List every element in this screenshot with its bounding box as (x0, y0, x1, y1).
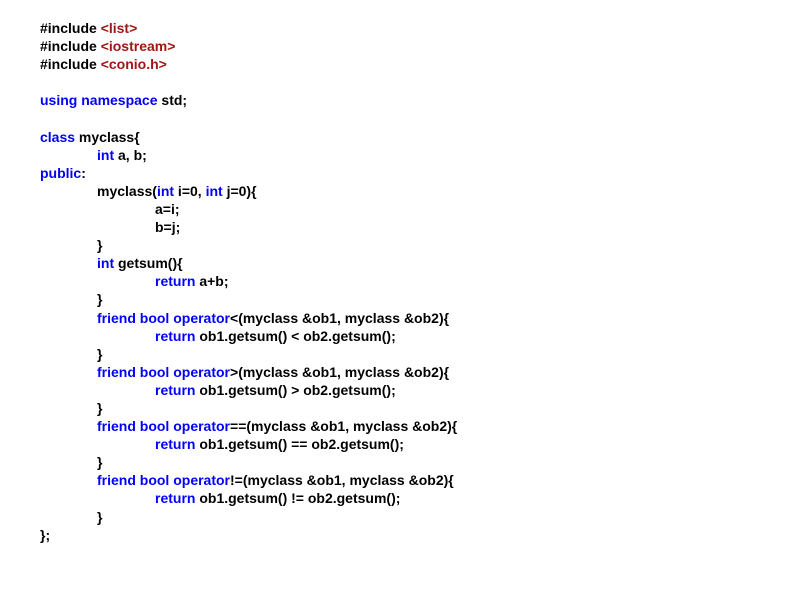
keyword-token: int (97, 146, 115, 163)
code-token: }; (40, 526, 51, 543)
keyword-token: bool (139, 309, 170, 326)
code-token: ob1.getsum() > ob2.getsum(); (195, 381, 396, 398)
keyword-token: public (40, 164, 82, 181)
keyword-token: return (155, 436, 196, 453)
code-line (40, 526, 457, 544)
code-token: i=0, (174, 182, 206, 199)
code-line (40, 363, 457, 381)
code-token: ob1.getsum() < ob2.getsum(); (195, 327, 396, 344)
keyword-token: return (155, 490, 196, 507)
code-line (40, 200, 457, 218)
header-token: <iostream> (100, 38, 176, 55)
code-line (40, 381, 457, 399)
code-line (40, 417, 457, 435)
code-line (40, 254, 457, 272)
code-line (40, 37, 457, 55)
code-token: std; (157, 92, 188, 109)
code-line (40, 272, 457, 290)
header-token: <list> (100, 20, 138, 36)
keyword-token: int (97, 255, 115, 272)
code-token: #include (40, 38, 101, 55)
keyword-token: bool (139, 472, 170, 489)
code-token: getsum(){ (114, 255, 183, 272)
code-line (40, 73, 457, 91)
code-token: !=(myclass &ob1, myclass &ob2){ (230, 472, 454, 489)
code-token: } (97, 345, 103, 362)
code-line (40, 91, 457, 109)
code-line (40, 19, 457, 37)
keyword-token: friend (97, 472, 136, 489)
code-token: } (97, 237, 103, 254)
keyword-token: operator (173, 418, 231, 435)
code-line (40, 146, 457, 164)
keyword-token: int (156, 182, 175, 199)
code-line (40, 236, 457, 254)
header-token: <conio.h> (100, 56, 167, 73)
code-line (40, 471, 457, 489)
code-token: #include (40, 56, 101, 73)
code-token: a=i; (155, 200, 180, 217)
code-line (40, 327, 457, 345)
code-token: b=j; (155, 219, 181, 236)
code-token: j=0){ (222, 182, 257, 199)
code-token: ob1.getsum() != ob2.getsum(); (195, 490, 401, 507)
code-line (40, 164, 457, 182)
code-token: ob1.getsum() == ob2.getsum(); (195, 436, 404, 453)
keyword-token: int (205, 182, 223, 199)
keyword-token: bool (139, 363, 170, 380)
code-token: myclass( (97, 182, 157, 199)
keyword-token: operator (173, 309, 231, 326)
code-line (40, 399, 457, 417)
code-line (40, 435, 457, 453)
keyword-token: friend (97, 363, 136, 380)
code-token: } (97, 454, 103, 471)
keyword-token: return (155, 381, 196, 398)
keyword-token: friend (97, 309, 136, 326)
code-listing (40, 19, 457, 544)
code-token: a, b; (114, 146, 147, 163)
code-token: ==(myclass &ob1, myclass &ob2){ (230, 418, 458, 435)
code-token: a+b; (195, 273, 229, 290)
keyword-token: operator (173, 472, 231, 489)
code-line (40, 128, 457, 146)
keyword-token: class (40, 128, 76, 145)
code-token: >(myclass &ob1, myclass &ob2){ (230, 363, 450, 380)
code-token: myclass{ (75, 128, 140, 145)
code-line (40, 290, 457, 308)
code-line (40, 345, 457, 363)
keyword-token: operator (173, 363, 231, 380)
code-line (40, 218, 457, 236)
code-line (40, 489, 457, 507)
code-token: } (97, 399, 103, 416)
code-token: : (81, 164, 86, 181)
keyword-token: return (155, 273, 196, 290)
code-token: } (97, 508, 103, 525)
keyword-token: using (40, 92, 78, 109)
code-token: <(myclass &ob1, myclass &ob2){ (230, 309, 450, 326)
code-line (40, 55, 457, 73)
keyword-token: return (155, 327, 196, 344)
keyword-token: friend (97, 418, 136, 435)
code-line (40, 453, 457, 471)
code-line (40, 309, 457, 327)
code-token: } (97, 291, 103, 308)
code-line (40, 109, 457, 127)
keyword-token: bool (139, 418, 170, 435)
keyword-token: namespace (81, 92, 158, 109)
code-line (40, 508, 457, 526)
code-token: #include (40, 20, 101, 36)
code-line (40, 182, 457, 200)
